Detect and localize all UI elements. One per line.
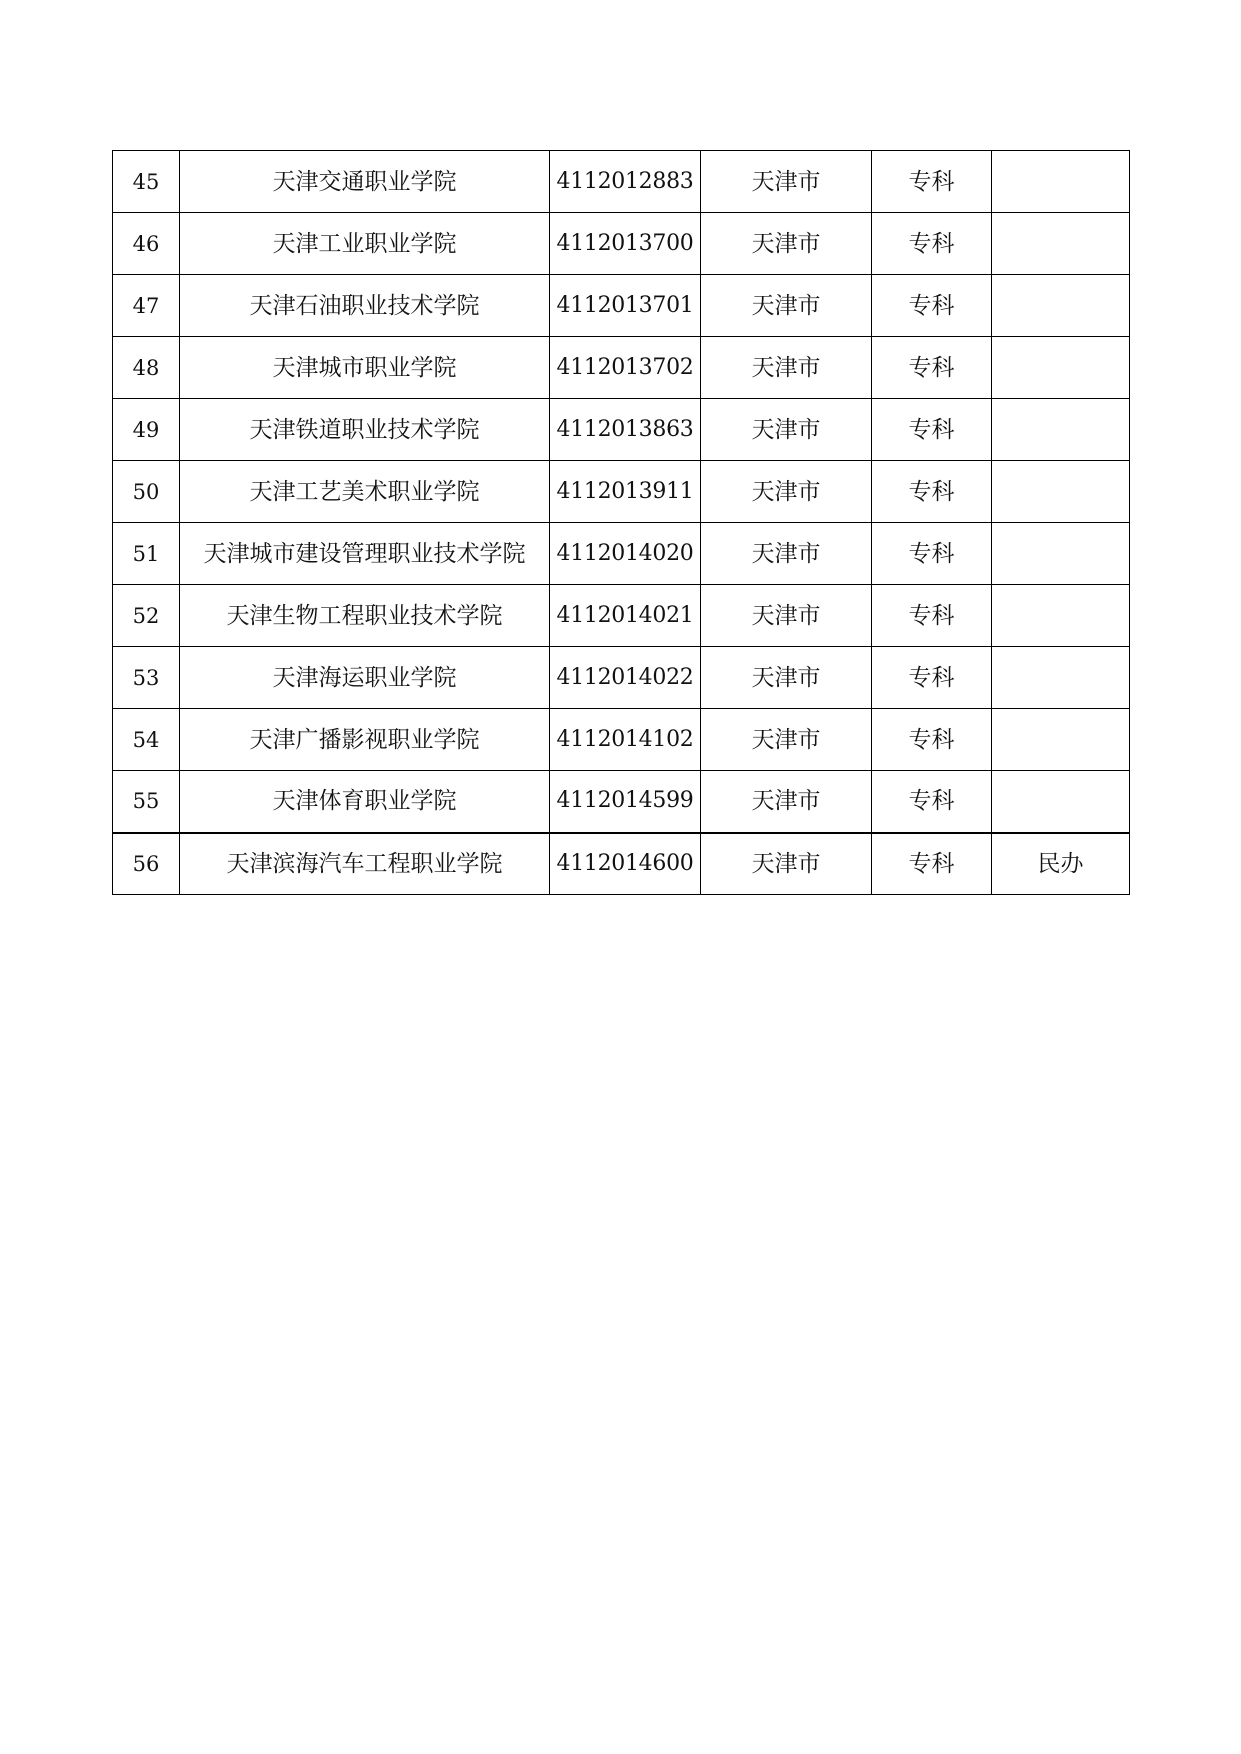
school-city: 天津市: [701, 151, 872, 213]
table-body: [113, 151, 1130, 895]
school-level: 专科: [872, 399, 992, 461]
table-row: [113, 461, 1130, 523]
school-code: 4112014022: [550, 647, 701, 709]
row-number: 46: [113, 213, 180, 275]
school-level: 专科: [872, 647, 992, 709]
school-name: 天津生物工程职业技术学院: [180, 585, 550, 647]
school-code: 4112013701: [550, 275, 701, 337]
school-level: 专科: [872, 585, 992, 647]
school-note: [992, 213, 1130, 275]
school-code: 4112014102: [550, 709, 701, 771]
school-level: 专科: [872, 461, 992, 523]
school-name: 天津工艺美术职业学院: [180, 461, 550, 523]
school-note: [992, 151, 1130, 213]
school-note: [992, 337, 1130, 399]
row-number: 52: [113, 585, 180, 647]
row-number: 51: [113, 523, 180, 585]
school-level: 专科: [872, 337, 992, 399]
school-name: 天津滨海汽车工程职业学院: [180, 833, 550, 895]
school-name: 天津广播影视职业学院: [180, 709, 550, 771]
school-name: 天津体育职业学院: [180, 771, 550, 833]
school-note: [992, 523, 1130, 585]
school-name: 天津交通职业学院: [180, 151, 550, 213]
table-row: [113, 337, 1130, 399]
school-level: 专科: [872, 833, 992, 895]
row-number: 53: [113, 647, 180, 709]
school-city: 天津市: [701, 585, 872, 647]
school-name: 天津城市建设管理职业技术学院: [180, 523, 550, 585]
school-note: [992, 399, 1130, 461]
row-number: 48: [113, 337, 180, 399]
school-code: 4112014020: [550, 523, 701, 585]
school-city: 天津市: [701, 213, 872, 275]
school-code: 4112013863: [550, 399, 701, 461]
row-number: 45: [113, 151, 180, 213]
table-row: [113, 647, 1130, 709]
table-row: [113, 771, 1130, 833]
school-level: 专科: [872, 709, 992, 771]
school-code: 4112014021: [550, 585, 701, 647]
school-list-table: [112, 150, 1130, 895]
row-number: 49: [113, 399, 180, 461]
school-note: [992, 771, 1130, 833]
school-code: 4112012883: [550, 151, 701, 213]
school-city: 天津市: [701, 337, 872, 399]
table-row: [113, 833, 1130, 895]
school-level: 专科: [872, 275, 992, 337]
school-city: 天津市: [701, 399, 872, 461]
school-level: 专科: [872, 523, 992, 585]
table-row: [113, 213, 1130, 275]
school-name: 天津海运职业学院: [180, 647, 550, 709]
school-code: 4112013911: [550, 461, 701, 523]
row-number: 50: [113, 461, 180, 523]
table-row: [113, 709, 1130, 771]
school-city: 天津市: [701, 647, 872, 709]
school-city: 天津市: [701, 461, 872, 523]
school-city: 天津市: [701, 771, 872, 833]
school-name: 天津城市职业学院: [180, 337, 550, 399]
row-number: 56: [113, 833, 180, 895]
school-code: 4112014600: [550, 833, 701, 895]
school-note: [992, 585, 1130, 647]
school-note: [992, 709, 1130, 771]
school-city: 天津市: [701, 709, 872, 771]
school-city: 天津市: [701, 275, 872, 337]
table-row: [113, 523, 1130, 585]
school-level: 专科: [872, 771, 992, 833]
school-code: 4112013702: [550, 337, 701, 399]
school-city: 天津市: [701, 833, 872, 895]
table-row: [113, 399, 1130, 461]
school-city: 天津市: [701, 523, 872, 585]
school-name: 天津石油职业技术学院: [180, 275, 550, 337]
school-note: [992, 647, 1130, 709]
row-number: 47: [113, 275, 180, 337]
school-code: 4112013700: [550, 213, 701, 275]
row-number: 55: [113, 771, 180, 833]
school-note: [992, 461, 1130, 523]
school-note: [992, 275, 1130, 337]
row-number: 54: [113, 709, 180, 771]
school-note: 民办: [992, 833, 1130, 895]
table-row: [113, 151, 1130, 213]
school-code: 4112014599: [550, 771, 701, 833]
table-row: [113, 585, 1130, 647]
school-name: 天津铁道职业技术学院: [180, 399, 550, 461]
table-row: [113, 275, 1130, 337]
school-level: 专科: [872, 151, 992, 213]
school-name: 天津工业职业学院: [180, 213, 550, 275]
school-level: 专科: [872, 213, 992, 275]
